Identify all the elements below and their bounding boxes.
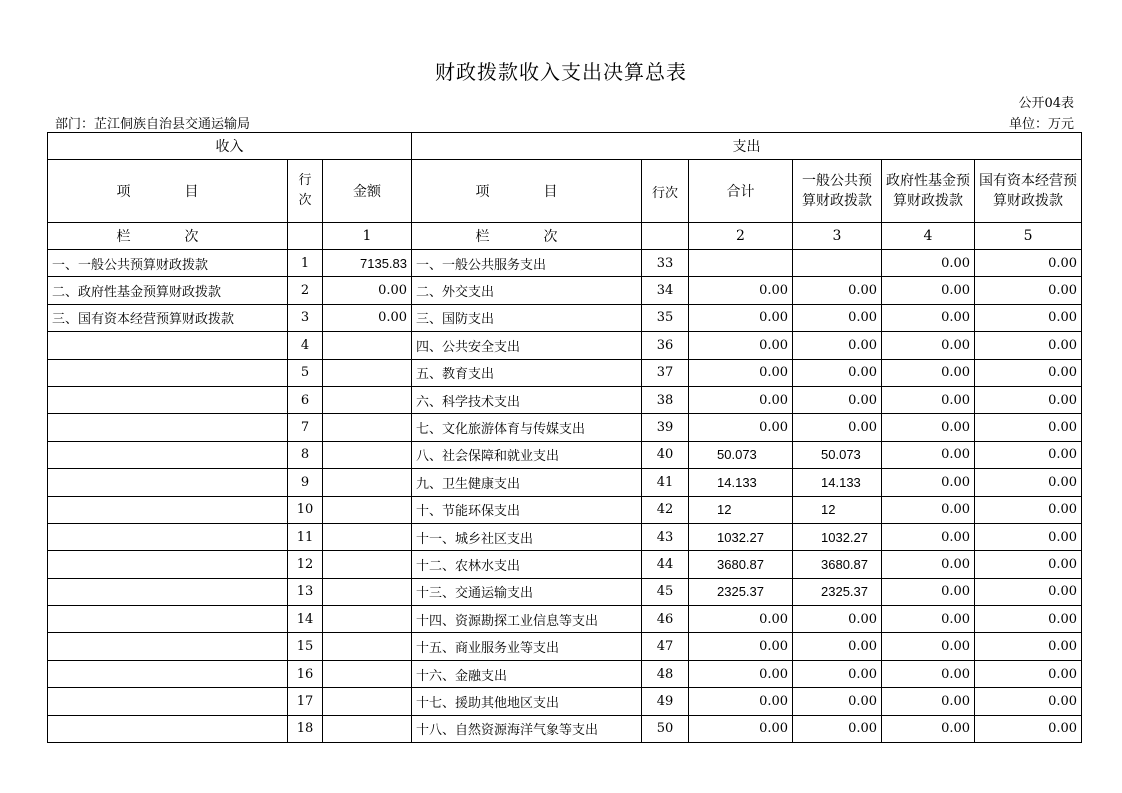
state-capital-cell: 0.00: [975, 386, 1082, 413]
general-budget-cell: 2325.37: [793, 578, 882, 605]
expense-item-cell: 六、科学技术支出: [412, 386, 642, 413]
expense-item-cell: 十一、城乡社区支出: [412, 523, 642, 550]
income-amount-header: 金额: [323, 160, 412, 223]
expense-row-no-cell: 46: [642, 606, 689, 633]
income-item-cell: [48, 660, 288, 687]
expense-row-no-cell: 35: [642, 304, 689, 331]
expense-item-cell: 七、文化旅游体育与传媒支出: [412, 414, 642, 441]
gov-fund-cell: 0.00: [882, 469, 975, 496]
income-amount-cell: 0.00: [323, 304, 412, 331]
income-item-cell: 二、政府性基金预算财政拨款: [48, 277, 288, 304]
gov-fund-cell: 0.00: [882, 332, 975, 359]
total-cell: 12: [689, 496, 793, 523]
header-row-sections: [48, 133, 1082, 160]
expense-row-no-cell: 38: [642, 386, 689, 413]
gov-fund-cell: 0.00: [882, 414, 975, 441]
gov-fund-cell: 0.00: [882, 660, 975, 687]
income-amount-cell: [323, 606, 412, 633]
gov-fund-cell: 0.00: [882, 441, 975, 468]
expense-item-cell: 十七、援助其他地区支出: [412, 688, 642, 715]
expense-row-no-cell: 34: [642, 277, 689, 304]
state-capital-cell: 0.00: [975, 441, 1082, 468]
gov-fund-cell: 0.00: [882, 250, 975, 277]
table-row: [48, 414, 1082, 441]
expense-item-cell: 十六、金融支出: [412, 660, 642, 687]
total-header: 合计: [689, 160, 793, 223]
income-row-no-cell: 15: [288, 633, 323, 660]
income-row-no-cell: 11: [288, 523, 323, 550]
total-cell: 0.00: [689, 277, 793, 304]
income-amount-cell: [323, 414, 412, 441]
table-row: [48, 715, 1082, 742]
column-number-4: 4: [882, 223, 975, 250]
expense-row-no-cell: 41: [642, 469, 689, 496]
income-item-cell: [48, 386, 288, 413]
table-row: [48, 551, 1082, 578]
expense-row-no-cell: 36: [642, 332, 689, 359]
expense-item-cell: 八、社会保障和就业支出: [412, 441, 642, 468]
total-cell: 0.00: [689, 606, 793, 633]
column-number-1: 1: [323, 223, 412, 250]
unit-label: 单位：万元: [1008, 117, 1074, 132]
gov-fund-cell: 0.00: [882, 386, 975, 413]
gov-fund-cell: 0.00: [882, 633, 975, 660]
expense-item-cell: 十五、商业服务业等支出: [412, 633, 642, 660]
income-amount-cell: [323, 386, 412, 413]
total-cell: 14.133: [689, 469, 793, 496]
expense-row-no-header: 行次: [642, 160, 689, 223]
general-budget-cell: 50.073: [793, 441, 882, 468]
state-capital-cell: 0.00: [975, 688, 1082, 715]
general-budget-cell: 0.00: [793, 277, 882, 304]
income-row-no-cell: 4: [288, 332, 323, 359]
general-budget-cell: 1032.27: [793, 523, 882, 550]
budget-table: [47, 132, 1082, 743]
total-cell: 0.00: [689, 332, 793, 359]
state-capital-cell: 0.00: [975, 250, 1082, 277]
total-cell: 3680.87: [689, 551, 793, 578]
income-item-cell: [48, 441, 288, 468]
gov-fund-cell: 0.00: [882, 606, 975, 633]
state-capital-header: 国有资本经营预算财政拨款: [975, 160, 1082, 223]
department-label: 部门：芷江侗族自治县交通运输局: [55, 117, 251, 132]
income-amount-cell: [323, 633, 412, 660]
income-row-no-cell: 3: [288, 304, 323, 331]
state-capital-cell: 0.00: [975, 304, 1082, 331]
table-row: [48, 606, 1082, 633]
expense-column-label: 栏 次: [412, 223, 642, 250]
page-title: 财政拨款收入支出决算总表: [435, 60, 687, 84]
income-row-no-cell: 9: [288, 469, 323, 496]
header-row-columns: [48, 160, 1082, 223]
state-capital-cell: 0.00: [975, 523, 1082, 550]
expense-item-cell: 十二、农林水支出: [412, 551, 642, 578]
income-row-no-cell: 6: [288, 386, 323, 413]
income-item-cell: [48, 332, 288, 359]
income-amount-cell: [323, 469, 412, 496]
general-budget-cell: 0.00: [793, 715, 882, 742]
expense-item-header: 项 目: [412, 160, 642, 223]
income-amount-cell: [323, 688, 412, 715]
income-row-no-cell: 16: [288, 660, 323, 687]
gov-fund-cell: 0.00: [882, 715, 975, 742]
table-row: [48, 578, 1082, 605]
expense-item-cell: 二、外交支出: [412, 277, 642, 304]
total-cell: [689, 250, 793, 277]
state-capital-cell: 0.00: [975, 359, 1082, 386]
expense-row-no-cell: 39: [642, 414, 689, 441]
total-cell: 0.00: [689, 386, 793, 413]
state-capital-cell: 0.00: [975, 414, 1082, 441]
state-capital-cell: 0.00: [975, 578, 1082, 605]
total-cell: 0.00: [689, 633, 793, 660]
gov-fund-cell: 0.00: [882, 551, 975, 578]
gov-fund-cell: 0.00: [882, 578, 975, 605]
total-cell: 0.00: [689, 660, 793, 687]
income-column-label: 栏 次: [48, 223, 288, 250]
gov-fund-cell: 0.00: [882, 277, 975, 304]
column-number-2: 2: [689, 223, 793, 250]
expense-row-no-cell: 45: [642, 578, 689, 605]
general-budget-cell: 0.00: [793, 606, 882, 633]
general-budget-cell: 0.00: [793, 633, 882, 660]
expense-row-no-cell: 49: [642, 688, 689, 715]
state-capital-cell: 0.00: [975, 332, 1082, 359]
gov-fund-cell: 0.00: [882, 359, 975, 386]
table-row: [48, 523, 1082, 550]
general-budget-cell: 0.00: [793, 688, 882, 715]
expense-item-cell: 十八、自然资源海洋气象等支出: [412, 715, 642, 742]
table-row: [48, 359, 1082, 386]
expense-item-cell: 十四、资源勘探工业信息等支出: [412, 606, 642, 633]
state-capital-cell: 0.00: [975, 469, 1082, 496]
expense-row-no-cell: 50: [642, 715, 689, 742]
income-row-no-cell: 14: [288, 606, 323, 633]
table-row: [48, 633, 1082, 660]
column-number-3: 3: [793, 223, 882, 250]
income-row-no-cell: 2: [288, 277, 323, 304]
income-item-cell: [48, 496, 288, 523]
income-amount-cell: 7135.83: [323, 250, 412, 277]
income-item-cell: 三、国有资本经营预算财政拨款: [48, 304, 288, 331]
general-budget-cell: [793, 250, 882, 277]
expense-item-cell: 十三、交通运输支出: [412, 578, 642, 605]
total-cell: 0.00: [689, 414, 793, 441]
table-row: [48, 386, 1082, 413]
income-item-cell: [48, 414, 288, 441]
general-budget-cell: 0.00: [793, 304, 882, 331]
state-capital-cell: 0.00: [975, 551, 1082, 578]
table-row: [48, 277, 1082, 304]
income-row-no-cell: 17: [288, 688, 323, 715]
total-cell: 50.073: [689, 441, 793, 468]
general-budget-cell: 14.133: [793, 469, 882, 496]
income-amount-cell: [323, 578, 412, 605]
income-amount-cell: [323, 496, 412, 523]
expense-row-no-cell: 48: [642, 660, 689, 687]
expense-row-no-cell: 43: [642, 523, 689, 550]
state-capital-cell: 0.00: [975, 277, 1082, 304]
income-item-cell: [48, 469, 288, 496]
total-cell: 2325.37: [689, 578, 793, 605]
table-row: [48, 441, 1082, 468]
income-item-cell: [48, 715, 288, 742]
total-cell: 0.00: [689, 688, 793, 715]
total-cell: 0.00: [689, 359, 793, 386]
income-amount-cell: [323, 660, 412, 687]
total-cell: 1032.27: [689, 523, 793, 550]
state-capital-cell: 0.00: [975, 633, 1082, 660]
form-number: 公开04表: [1018, 96, 1074, 111]
income-amount-cell: [323, 715, 412, 742]
gov-fund-cell: 0.00: [882, 304, 975, 331]
gov-fund-cell: 0.00: [882, 523, 975, 550]
income-amount-cell: [323, 359, 412, 386]
income-row-no-cell: 10: [288, 496, 323, 523]
income-row-no-cell: 1: [288, 250, 323, 277]
income-item-cell: [48, 551, 288, 578]
table-row: [48, 332, 1082, 359]
expense-row-no-cell: 40: [642, 441, 689, 468]
income-row-no-cell: 7: [288, 414, 323, 441]
expense-row-no-cell: 44: [642, 551, 689, 578]
income-amount-cell: [323, 332, 412, 359]
general-budget-cell: 0.00: [793, 386, 882, 413]
income-row-no-cell: 8: [288, 441, 323, 468]
empty-cell: [642, 223, 689, 250]
expense-item-cell: 一、一般公共服务支出: [412, 250, 642, 277]
income-row-no-cell: 5: [288, 359, 323, 386]
income-header: 收入: [48, 133, 412, 160]
general-budget-cell: 0.00: [793, 414, 882, 441]
table-row: [48, 250, 1082, 277]
income-amount-cell: 0.00: [323, 277, 412, 304]
gov-fund-cell: 0.00: [882, 688, 975, 715]
income-item-cell: 一、一般公共预算财政拨款: [48, 250, 288, 277]
general-budget-cell: 3680.87: [793, 551, 882, 578]
general-budget-header: 一般公共预算财政拨款: [793, 160, 882, 223]
expense-header: 支出: [412, 133, 1082, 160]
column-number-5: 5: [975, 223, 1082, 250]
gov-fund-cell: 0.00: [882, 496, 975, 523]
income-item-cell: [48, 688, 288, 715]
general-budget-cell: 0.00: [793, 660, 882, 687]
expense-item-cell: 九、卫生健康支出: [412, 469, 642, 496]
income-amount-cell: [323, 441, 412, 468]
state-capital-cell: 0.00: [975, 715, 1082, 742]
total-cell: 0.00: [689, 304, 793, 331]
income-amount-cell: [323, 523, 412, 550]
state-capital-cell: 0.00: [975, 496, 1082, 523]
income-item-header: 项 目: [48, 160, 288, 223]
income-item-cell: [48, 359, 288, 386]
state-capital-cell: 0.00: [975, 660, 1082, 687]
table-row: [48, 469, 1082, 496]
income-item-cell: [48, 633, 288, 660]
general-budget-cell: 0.00: [793, 359, 882, 386]
table-row: [48, 304, 1082, 331]
general-budget-cell: 0.00: [793, 332, 882, 359]
column-number-row: [48, 223, 1082, 250]
expense-row-no-cell: 47: [642, 633, 689, 660]
table-row: [48, 660, 1082, 687]
income-row-no-cell: 18: [288, 715, 323, 742]
table-row: [48, 496, 1082, 523]
expense-item-cell: 三、国防支出: [412, 304, 642, 331]
gov-fund-header: 政府性基金预算财政拨款: [882, 160, 975, 223]
expense-row-no-cell: 37: [642, 359, 689, 386]
income-row-no-cell: 12: [288, 551, 323, 578]
total-cell: 0.00: [689, 715, 793, 742]
expense-item-cell: 四、公共安全支出: [412, 332, 642, 359]
table-row: [48, 688, 1082, 715]
expense-row-no-cell: 42: [642, 496, 689, 523]
income-item-cell: [48, 578, 288, 605]
state-capital-cell: 0.00: [975, 606, 1082, 633]
expense-item-cell: 十、节能环保支出: [412, 496, 642, 523]
general-budget-cell: 12: [793, 496, 882, 523]
income-row-no-header: 行次: [288, 160, 323, 223]
empty-cell: [288, 223, 323, 250]
income-row-no-cell: 13: [288, 578, 323, 605]
income-item-cell: [48, 606, 288, 633]
expense-row-no-cell: 33: [642, 250, 689, 277]
income-amount-cell: [323, 551, 412, 578]
expense-item-cell: 五、教育支出: [412, 359, 642, 386]
income-item-cell: [48, 523, 288, 550]
